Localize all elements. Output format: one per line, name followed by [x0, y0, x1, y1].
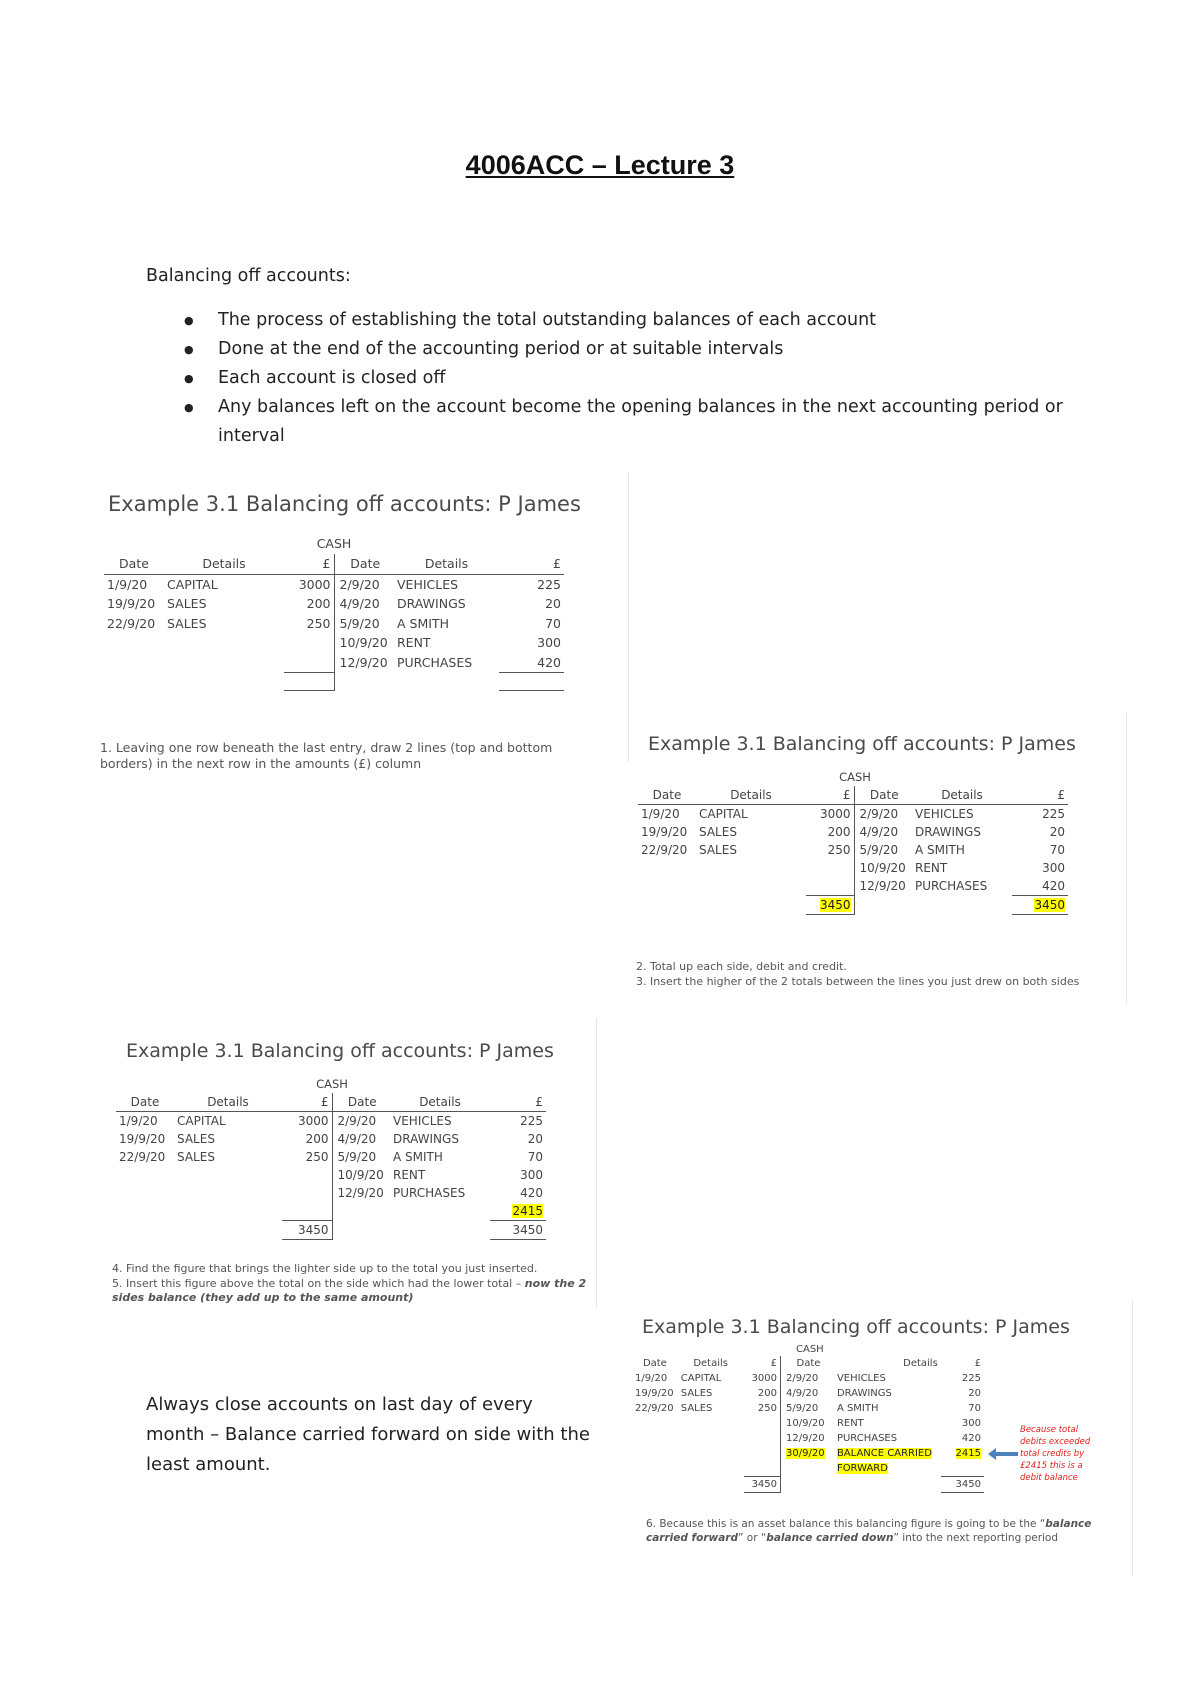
col-header-date: Date	[104, 554, 164, 574]
cell-details: VEHICLES	[915, 807, 974, 821]
cash-account-table	[632, 1356, 984, 1493]
col-header-amount: £	[974, 1358, 981, 1369]
cell-details: A SMITH	[397, 615, 449, 631]
slide-title: Example 3.1 Balancing off accounts: P James	[108, 492, 581, 516]
bullet-item: ● The process of establishing the total outstanding balances of each account	[184, 306, 1084, 335]
cell-amount: 200	[305, 1132, 329, 1146]
cell-details: CAPITAL	[699, 807, 748, 821]
cell-details: SALES	[167, 596, 207, 611]
col-header-amount: £	[1012, 786, 1068, 805]
page-title: 4006ACC – Lecture 3	[465, 150, 735, 180]
cell-amount: 420	[961, 1433, 981, 1444]
cell-details: A SMITH	[393, 1150, 443, 1164]
bullet-list	[184, 306, 1084, 451]
cell-details: PURCHASES	[836, 1433, 898, 1444]
cell-details: SALES	[699, 825, 737, 839]
cell-date: 5/9/20	[781, 1401, 834, 1416]
step-note-emphasis: balance carried down	[766, 1531, 894, 1544]
balance-cf-date: 30/9/20	[786, 1448, 825, 1459]
balance-cf-label: BALANCE CARRIED	[836, 1448, 932, 1459]
col-header-date: Date	[642, 1358, 667, 1369]
cell-details: SALES	[177, 1150, 215, 1164]
col-header-amount: £	[770, 1358, 778, 1369]
cell-date: 10/9/20	[332, 1166, 390, 1184]
col-header-amount: £	[490, 1093, 546, 1112]
cell-amount: 200	[757, 1388, 778, 1399]
cell-amount: 300	[961, 1418, 981, 1429]
cell-date: 4/9/20	[332, 1130, 390, 1148]
cell-amount: 225	[537, 576, 561, 592]
step-note-text: ” into the next reporting period	[893, 1531, 1059, 1544]
cell-details: SALES	[177, 1132, 215, 1146]
cell-amount: 420	[537, 654, 561, 670]
col-header-amount: £	[499, 554, 564, 574]
cell-details: SALES	[680, 1403, 713, 1414]
cell-date: 10/9/20	[854, 859, 912, 877]
col-header-details: Details	[394, 554, 499, 574]
slide-border	[1132, 1300, 1133, 1576]
total-lines	[499, 673, 564, 691]
account-name: CASH	[316, 1077, 348, 1091]
step-note: 3. Insert the higher of the 2 totals between the lines you just drew on both sides	[636, 975, 1080, 988]
step-note-emphasis: now the 2 sides balance (they add up to the same amount)	[112, 1277, 587, 1305]
cell-amount: 420	[1042, 879, 1065, 893]
total-lines	[284, 673, 334, 691]
step-note: 1. Leaving one row beneath the last entry, draw 2 lines (top and bottom borders) in the next row in the amounts (£) column	[100, 740, 553, 772]
cell-amount: 70	[527, 1150, 543, 1164]
cell-amount: 200	[827, 825, 851, 839]
cell-date: 10/9/20	[781, 1416, 834, 1431]
slide-border	[1126, 712, 1127, 1004]
cell-date: 1/9/20	[641, 807, 680, 821]
arrow-left-icon	[988, 1448, 1018, 1460]
cell-details: RENT	[915, 861, 948, 875]
slide-title: Example 3.1 Balancing off accounts: P James	[126, 1040, 554, 1062]
cell-details: VEHICLES	[836, 1373, 886, 1384]
cell-amount: 300	[537, 635, 561, 650]
cell-date: 12/9/20	[781, 1431, 834, 1446]
cell-date: 4/9/20	[334, 594, 394, 614]
col-header-details: Details	[912, 786, 1012, 805]
cell-date: 19/9/20	[641, 825, 688, 839]
cell-date: 12/9/20	[854, 877, 912, 895]
total-amount: 3450	[282, 1221, 332, 1240]
account-name: CASH	[316, 536, 352, 551]
debit-balance-note: Because total debits exceeded total credits by £2415 this is a debit balance	[1020, 1425, 1091, 1483]
col-header-details: Details	[164, 554, 284, 574]
cell-amount: 3000	[298, 576, 331, 592]
cell-details: SALES	[680, 1388, 713, 1399]
cell-details: CAPITAL	[167, 576, 218, 592]
cell-details: SALES	[699, 843, 737, 857]
step-note: 2. Total up each side, debit and credit.	[636, 960, 847, 973]
slide-border	[628, 472, 629, 762]
intro-heading: Balancing off accounts:	[146, 266, 351, 286]
account-name: CASH	[796, 1344, 824, 1355]
bullet-item: ● Any balances left on the account become the opening balances in the next accounting period or interval	[184, 393, 1084, 451]
col-header-date: Date	[332, 1093, 390, 1112]
cash-account-table	[638, 786, 1068, 915]
col-header-amount: £	[806, 786, 854, 805]
bullet-item: ● Done at the end of the accounting period or at suitable intervals	[184, 335, 1084, 364]
cell-date: 12/9/20	[334, 653, 394, 673]
cell-amount: 300	[520, 1168, 543, 1182]
step-note-text: ” or “	[738, 1531, 767, 1544]
cell-details: VEHICLES	[393, 1114, 452, 1128]
col-header-amount: £	[284, 554, 334, 574]
col-header-details: Details	[903, 1358, 938, 1369]
cell-date: 4/9/20	[781, 1386, 834, 1401]
total-amount: 3450	[490, 1221, 546, 1240]
cell-amount: 225	[520, 1114, 543, 1128]
cell-date: 2/9/20	[781, 1371, 834, 1386]
step-note: 4. Find the figure that brings the lighter side up to the total you just inserted.	[112, 1262, 538, 1275]
cell-details: RENT	[393, 1168, 426, 1182]
cell-details: RENT	[836, 1418, 864, 1429]
cell-amount: 420	[520, 1186, 543, 1200]
total-amount: 3450	[941, 1476, 984, 1492]
cell-details: PURCHASES	[915, 879, 988, 893]
col-header-details: Details	[390, 1093, 490, 1112]
balance-cf-label-2: FORWARD	[836, 1463, 888, 1474]
total-amount: 3450	[744, 1476, 781, 1492]
cell-details: A SMITH	[915, 843, 965, 857]
bullet-item: ● Each account is closed off	[184, 364, 1084, 393]
account-name: CASH	[839, 770, 871, 784]
cell-amount: 225	[961, 1373, 981, 1384]
cell-date: 22/9/20	[107, 615, 156, 631]
col-header-details: Details	[693, 1358, 728, 1369]
cell-date: 12/9/20	[332, 1184, 390, 1202]
cell-date: 5/9/20	[854, 841, 912, 859]
col-header-date: Date	[334, 554, 394, 574]
step-note-emphasis: balance carried forward	[646, 1518, 1092, 1544]
cell-amount: 3000	[751, 1373, 778, 1384]
cell-date: 5/9/20	[332, 1148, 390, 1166]
closing-note: Always close accounts on last day of every month – Balance carried forward on side with the least amount.	[146, 1394, 590, 1475]
cell-details: PURCHASES	[397, 654, 473, 670]
cell-amount: 70	[545, 615, 561, 631]
total-amount: 3450	[819, 898, 851, 912]
step-note	[646, 1518, 1116, 1545]
col-header-amount: £	[282, 1093, 332, 1112]
slide-title: Example 3.1 Balancing off accounts: P James	[642, 1316, 1070, 1338]
cell-amount: 250	[757, 1403, 778, 1414]
cell-amount: 20	[968, 1388, 981, 1399]
balancing-figure: 2415	[955, 1448, 981, 1459]
cell-date: 19/9/20	[107, 596, 156, 611]
col-header-details: Details	[696, 786, 806, 805]
cell-details: DRAWINGS	[397, 596, 466, 611]
cell-amount: 225	[1042, 807, 1065, 821]
step-note-text: 5. Insert this figure above the total on the side which had the lower total –	[112, 1277, 522, 1290]
cell-amount: 300	[1042, 861, 1065, 875]
cell-details: VEHICLES	[397, 576, 459, 592]
cell-amount: 250	[305, 1150, 329, 1164]
cell-amount: 20	[527, 1132, 543, 1146]
cell-amount: 3000	[819, 807, 851, 821]
col-header-date: Date	[638, 786, 696, 805]
cell-details: DRAWINGS	[393, 1132, 459, 1146]
cell-date: 19/9/20	[635, 1388, 674, 1399]
col-header-details: Details	[174, 1093, 282, 1112]
cell-amount: 20	[1049, 825, 1065, 839]
cell-date: 2/9/20	[332, 1112, 390, 1131]
col-header-date: Date	[854, 786, 912, 805]
step-note	[112, 1277, 602, 1306]
cash-account-table	[104, 554, 564, 691]
cell-date: 1/9/20	[635, 1373, 668, 1384]
total-amount: 3450	[1034, 898, 1065, 912]
cell-details: DRAWINGS	[836, 1388, 892, 1399]
col-header-date: Date	[781, 1356, 834, 1371]
cell-details: RENT	[397, 635, 431, 650]
cell-details: CAPITAL	[680, 1373, 722, 1384]
step-note-text: 6. Because this is an asset balance this balancing figure is going to be the “	[646, 1518, 1046, 1530]
cell-amount: 3000	[297, 1114, 329, 1128]
cell-amount: 70	[968, 1403, 981, 1414]
cell-date: 22/9/20	[635, 1403, 674, 1414]
cash-account-table	[116, 1093, 546, 1240]
cell-details: CAPITAL	[177, 1114, 226, 1128]
cell-amount: 200	[306, 596, 331, 611]
cell-amount: 70	[1049, 843, 1065, 857]
cell-date: 1/9/20	[107, 576, 148, 592]
cell-amount: 20	[545, 596, 561, 611]
cell-date: 4/9/20	[854, 823, 912, 841]
cell-details: DRAWINGS	[915, 825, 981, 839]
cell-details: SALES	[167, 615, 207, 631]
col-header-date: Date	[116, 1093, 174, 1112]
cell-date: 2/9/20	[334, 574, 394, 594]
cell-amount: 250	[306, 615, 331, 631]
balancing-figure: 2415	[512, 1204, 543, 1218]
cell-date: 1/9/20	[119, 1114, 158, 1128]
cell-date: 5/9/20	[334, 614, 394, 634]
cell-details: A SMITH	[836, 1403, 879, 1414]
slide-title: Example 3.1 Balancing off accounts: P James	[648, 733, 1076, 755]
cell-date: 2/9/20	[854, 805, 912, 824]
cell-date: 22/9/20	[641, 843, 688, 857]
cell-date: 19/9/20	[119, 1132, 166, 1146]
cell-amount: 250	[827, 843, 851, 857]
cell-date: 10/9/20	[334, 633, 394, 653]
cell-date: 22/9/20	[119, 1150, 166, 1164]
cell-details: PURCHASES	[393, 1186, 466, 1200]
